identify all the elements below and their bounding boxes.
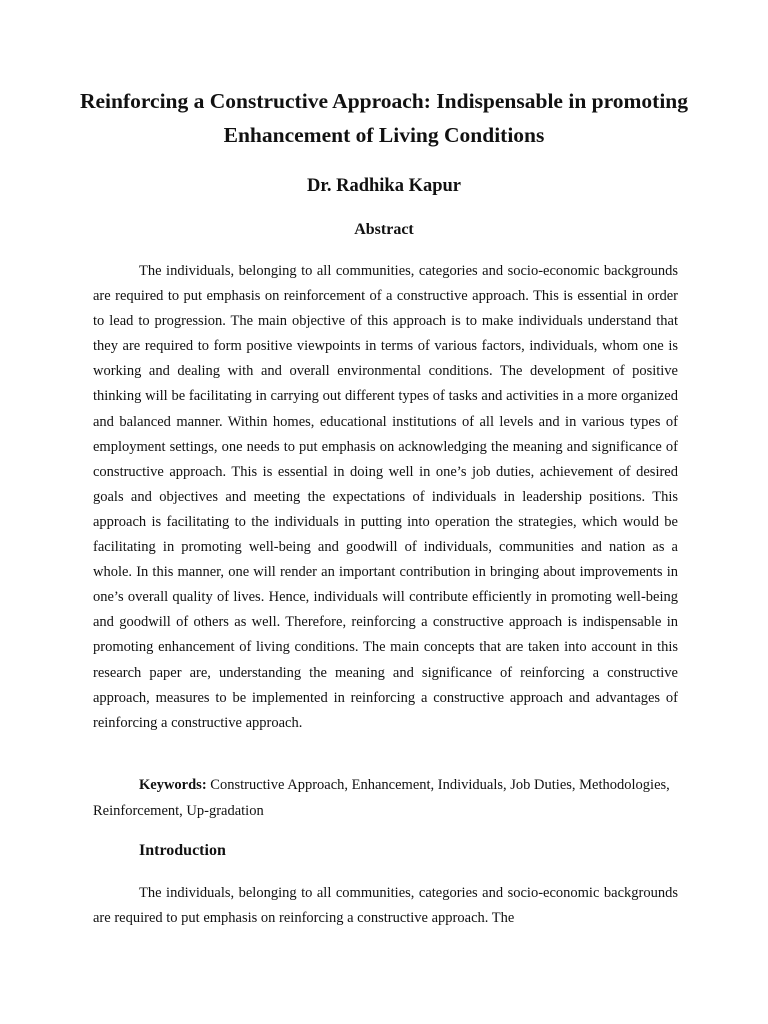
keywords-list: Constructive Approach, Enhancement, Individuals, Job Duties, Methodologies, Reinforcement, Up-gradation bbox=[93, 777, 670, 819]
author-name: Dr. Radhika Kapur bbox=[306, 176, 462, 196]
keywords-paragraph bbox=[93, 773, 678, 824]
introduction-heading: Introduction bbox=[139, 842, 226, 859]
abstract-heading: Abstract bbox=[354, 221, 414, 238]
abstract-paragraph: The individuals, belonging to all communities, categories and socio-economic backgrounds are required to put emphasis on reinforcement of a constructive approach. This is essential in order to lead to progression. The main objective of this approach is to make individuals understand that they are required to form positive viewpoints in terms of various factors, individuals, whom one is working and dealing with and overall environmental conditions. The development of positive thinking will be facilitating in carrying out different types of tasks and activities in a more organized and balanced manner. Within homes, educational institutions of all levels and in various types of employment settings, one needs to put emphasis on acknowledging the meaning and significance of constructive approach. This is essential in doing well in one’s job duties, achievement of desired goals and objectives and meeting the expectations of individuals in leadership positions. This approach is facilitating to the individuals in putting into operation the strategies, which would be facilitating in promoting well-being and goodwill of individuals, communities and nation as a whole. In this manner, one will render an important contribution in bringing about improvements in one’s overall quality of lives. Hence, individuals will contribute efficiently in promoting well-being and goodwill of others as well. Therefore, reinforcing a constructive approach is indispensable in promoting enhancement of living conditions. The main concepts that are taken into account in this research paper are, understanding the meaning and significance of reinforcing a constructive approach, measures to be implemented in reinforcing a constructive approach and advantages of reinforcing a constructive approach. bbox=[93, 263, 678, 731]
introduction-paragraph: The individuals, belonging to all communities, categories and socio-economic backgrounds are required to put emphasis on reinforcing a constructive approach. The bbox=[93, 885, 678, 927]
paper-title: Reinforcing a Constructive Approach: Indispensable in promoting Enhancement of Living Conditions bbox=[79, 89, 689, 147]
keywords-label: Keywords: bbox=[139, 777, 207, 793]
